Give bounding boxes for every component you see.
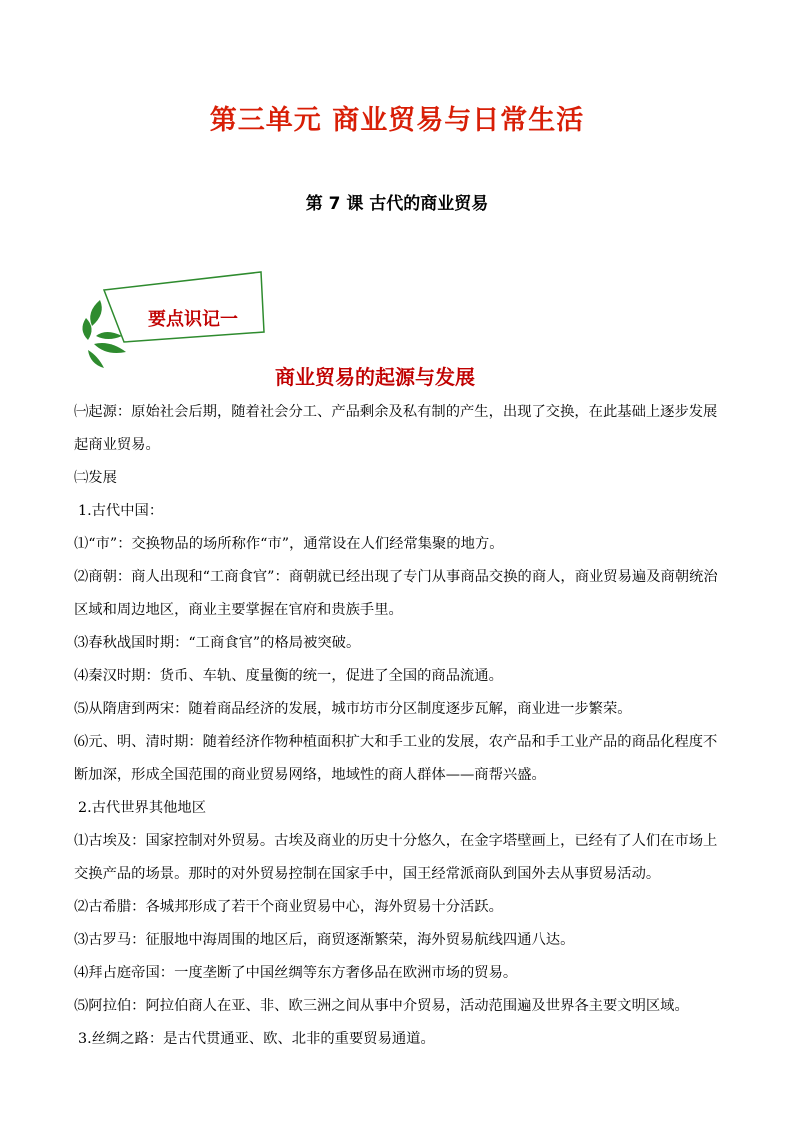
paragraph: ⑶春秋战国时期：“工商食官”的格局被突破。 [74, 635, 361, 651]
paragraph: ⑶古罗马：征服地中海周围的地区后，商贸逐渐繁荣，海外贸易航线四通八达。 [74, 932, 575, 948]
section-title: 商业贸易的起源与发展 [275, 365, 475, 389]
paragraph: ⑴古埃及：国家控制对外贸易。古埃及商业的历史十分悠久，在金字塔壁画上，已经有了人们在市场上交换产品的场景。那时的对外贸易控制在国家手中，国王经常派商队到国外去从事贸易活动。 [74, 833, 718, 882]
lesson-title: 第 7 课 古代的商业贸易 [305, 194, 489, 214]
badge-label: 要点识记一 [148, 309, 238, 330]
paragraph: ⑵商朝：商人出现和“工商食官”：商朝就已经出现了专门从事商品交换的商人，商业贸易遍及商朝统治区域和周边地区，商业主要掌握在官府和贵族手里。 [74, 569, 718, 618]
leaf-icon [94, 343, 126, 353]
leaf-icon [82, 318, 91, 340]
paragraph: ㈡发展 [74, 470, 117, 486]
body-text [74, 396, 729, 1056]
paragraph: ⑵古希腊：各城邦形成了若干个商业贸易中心，海外贸易十分活跃。 [74, 899, 503, 915]
paragraph: ⑸从隋唐到两宋：随着商品经济的发展，城市坊市分区制度逐步瓦解，商业进一步繁荣。 [74, 701, 632, 717]
leaf-icon [96, 332, 122, 339]
paragraph: ⑹元、明、清时期：随着经济作物种植面积扩大和手工业的发展，农产品和手工业产品的商品化程度不断加深，形成全国范围的商业贸易网络，地域性的商人群体——商帮兴盛。 [74, 734, 718, 783]
paragraph: 3.丝绸之路：是古代贯通亚、欧、北非的重要贸易通道。 [78, 1031, 435, 1047]
paragraph: 1.古代中国： [78, 503, 164, 519]
paragraph: 2.古代世界其他地区 [78, 800, 207, 816]
paragraph: ⑷拜占庭帝国：一度垄断了中国丝绸等东方奢侈品在欧洲市场的贸易。 [74, 965, 518, 981]
unit-title: 第三单元 商业贸易与日常生活 [209, 105, 585, 136]
paragraph: ⑸阿拉伯：阿拉伯商人在亚、非、欧三洲之间从事中介贸易，活动范围遍及世界各主要文明区域。 [74, 998, 689, 1014]
paragraph: ㈠起源：原始社会后期，随着社会分工、产品剩余及私有制的产生，出现了交换，在此基础上逐步发展起商业贸易。 [74, 404, 718, 453]
leaf-icon [90, 300, 102, 326]
paragraph: ⑴“市”：交换物品的场所称作“市”，通常设在人们经常集聚的地方。 [74, 536, 504, 552]
paragraph: ⑷秦汉时期：货币、车轨、度量衡的统一，促进了全国的商品流通。 [74, 668, 503, 684]
